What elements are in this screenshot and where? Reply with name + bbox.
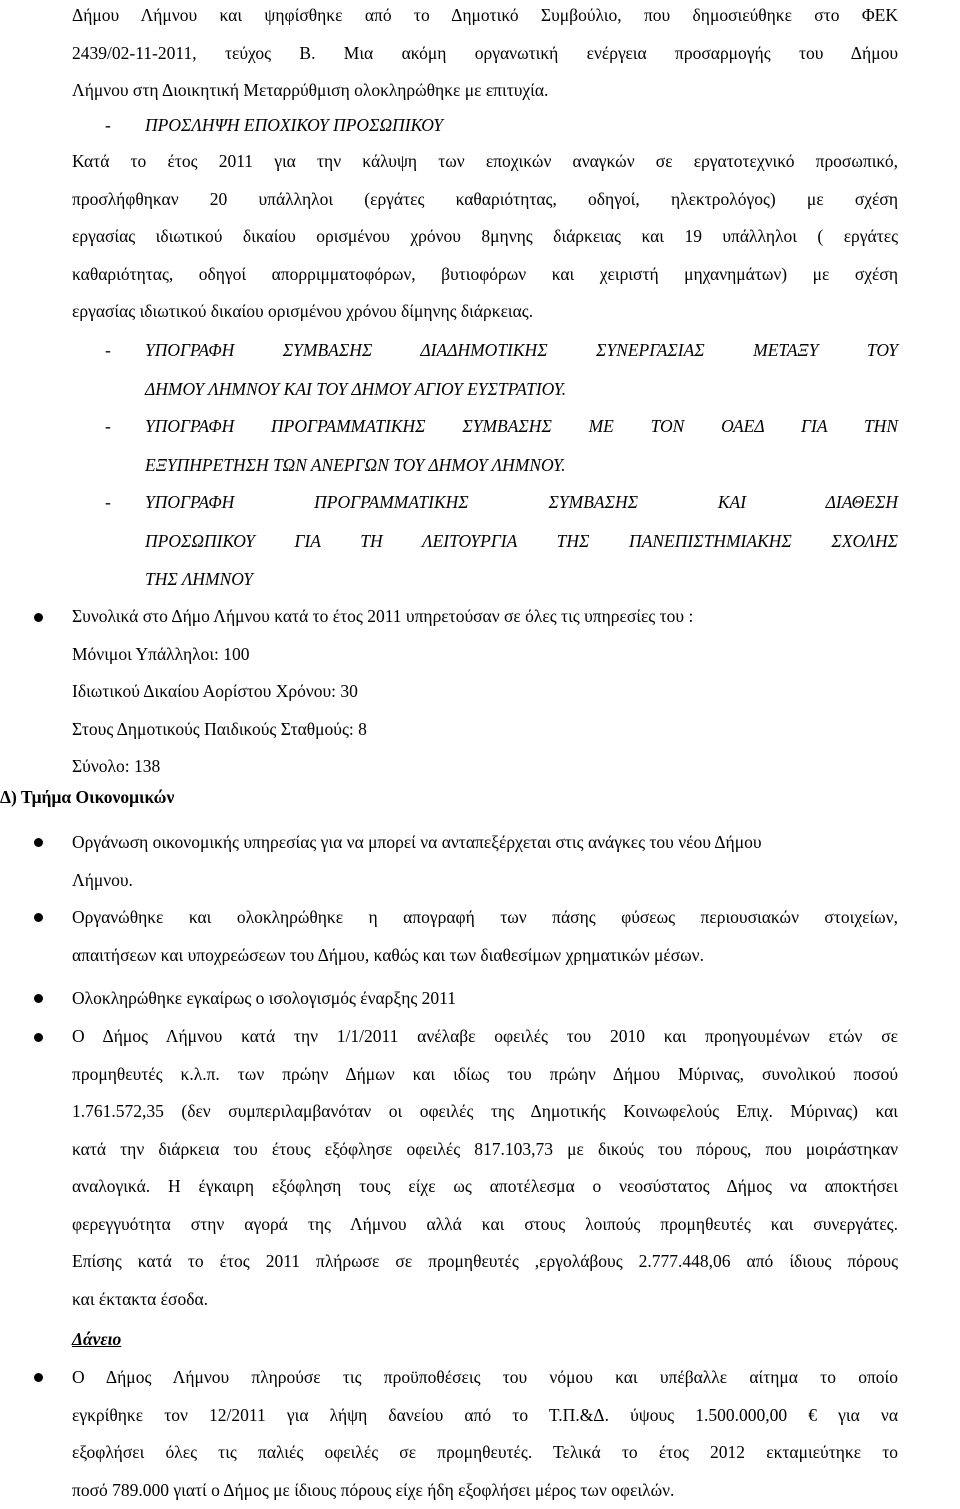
finance-line: Ο Δήμος Λήμνου κατά την 1/1/2011 ανέλαβε οφειλές του 2010 και προηγουμένων ετών σε	[72, 1018, 898, 1056]
seasonal-paragraph	[72, 143, 898, 331]
finance-line: Ολοκληρώθηκε εγκαίρως ο ισολογισμός έναρξης 2011	[72, 980, 898, 1018]
agreement-line: ΥΠΟΓΡΑΦΗ ΠΡΟΓΡΑΜΜΑΤΙΚΗΣ ΣΥΜΒΑΣΗΣ ΚΑΙ ΔΙΑΘΕΣΗ	[145, 483, 898, 522]
loan-paragraph	[72, 1359, 898, 1509]
seasonal-line: προσλήφθηκαν 20 υπάλληλοι (εργάτες καθαριότητας, οδηγοί, ηλεκτρολόγος) με σχέση	[72, 181, 898, 219]
loan-line: εξοφλήσει όλες τις παλιές οφειλές σε προμηθευτές. Τελικά το έτος 2012 εκταμιεύτηκε το	[72, 1434, 898, 1472]
staff-row: Μόνιμοι Υπάλληλοι: 100	[72, 636, 898, 674]
finance-line: 1.761.572,35 (δεν συμπεριλαμβανόταν οι οφειλές της Δημοτικής Κοινωφελούς Επιχ. Μύρινας) και	[72, 1093, 898, 1131]
finance-line: Επίσης κατά το έτος 2011 πλήρωσε σε προμηθευτές ,εργολάβους 2.777.448,06 από ίδιους πόρους	[72, 1243, 898, 1281]
staff-summary	[72, 598, 898, 786]
agreement-text	[145, 331, 898, 408]
seasonal-title: ΠΡΟΣΛΗΨΗ ΕΠΟΧΙΚΟΥ ΠΡΟΣΩΠΙΚΟΥ	[145, 106, 898, 145]
loan-heading: Δάνειο	[72, 1321, 898, 1359]
loan-heading-wrap	[72, 1321, 898, 1359]
finance-line: προμηθευτές κ.λ.π. των πρώην Δήμων και ιδίως του πρώην Δήμου Μύρινας, συνολικού ποσού	[72, 1056, 898, 1094]
loan-line: εγκρίθηκε τον 12/2011 για λήψη δανείου από το Τ.Π.&Δ. ύψους 1.500.000,00 € για να	[72, 1397, 898, 1435]
finance-line: Λήμνου.	[72, 862, 898, 900]
finance-line: φερεγγυότητα στην αγορά της Λήμνου αλλά και στους λοιπούς προμηθευτές και συνεργάτες.	[72, 1206, 898, 1244]
loan-line: ποσό 789.000 γιατί ο Δήμος με ίδιους πόρους είχε ήδη εξοφλήσει μέρος των οφειλών.	[72, 1472, 898, 1509]
intro-line: Δήμου Λήμνου και ψηφίσθηκε από το Δημοτικό Συμβούλιο, που δημοσιεύθηκε στο ΦΕΚ	[72, 0, 898, 35]
agreement-line: ΕΞΥΠΗΡΕΤΗΣΗ ΤΩΝ ΑΝΕΡΓΩΝ ΤΟΥ ΔΗΜΟΥ ΛΗΜΝΟΥ.	[145, 446, 898, 485]
intro-line: 2439/02-11-2011, τεύχος Β. Μια ακόμη οργανωτική ενέργεια προσαρμογής του Δήμου	[72, 35, 898, 73]
finance-line: Οργάνωση οικονομικής υπηρεσίας για να μπορεί να ανταπεξέρχεται στις ανάγκες του νέου Δήμου	[72, 824, 898, 862]
finance-line: απαιτήσεων και υποχρεώσεων του Δήμου, καθώς και των διαθεσίμων χρηματικών μέσων.	[72, 937, 898, 975]
dash-marker: -	[105, 483, 111, 522]
staff-row: Ιδιωτικού Δικαίου Αορίστου Χρόνου: 30	[72, 673, 898, 711]
agreement-line: ΠΡΟΣΩΠΙΚΟΥ ΓΙΑ ΤΗ ΛΕΙΤΟΥΡΓΙΑ ΤΗΣ ΠΑΝΕΠΙΣΤΗΜΙΑΚΗΣ ΣΧΟΛΗΣ	[145, 522, 898, 561]
seasonal-line: Κατά το έτος 2011 για την κάλυψη των εποχικών αναγκών σε εργατοτεχνικό προσωπικό,	[72, 143, 898, 181]
agreement-text	[145, 483, 898, 599]
agreement-text	[145, 407, 898, 484]
finance-line: κατά την διάρκεια του έτους εξόφλησε οφειλές 817.103,73 με δικούς του πόρους, που μοιράστηκαν	[72, 1131, 898, 1169]
seasonal-line: εργασίας ιδιωτικού δικαίου ορισμένου χρόνου 8μηνης διάρκειας και 19 υπάλληλοι ( εργάτες	[72, 218, 898, 256]
bullet-icon	[34, 1033, 43, 1042]
seasonal-line: καθαριότητας, οδηγοί απορριμματοφόρων, βυτιοφόρων και χειριστή μηχανημάτων) με σχέση	[72, 256, 898, 294]
staff-row: Σύνολο: 138	[72, 748, 898, 786]
intro-line: Λήμνου στη Διοικητική Μεταρρύθμιση ολοκληρώθηκε με επιτυχία.	[72, 72, 898, 110]
seasonal-line: εργασίας ιδιωτικού δικαίου ορισμένου χρόνου δίμηνης διάρκειας.	[72, 293, 898, 331]
agreement-line: ΥΠΟΓΡΑΦΗ ΣΥΜΒΑΣΗΣ ΔΙΑΔΗΜΟΤΙΚΗΣ ΣΥΝΕΡΓΑΣΙΑΣ ΜΕΤΑΞΥ ΤΟΥ	[145, 331, 898, 370]
bullet-icon	[34, 613, 43, 622]
finance-heading: Δ) Τμήμα Οικονομικών	[0, 787, 174, 808]
finance-item	[72, 899, 898, 974]
bullet-icon	[34, 994, 43, 1003]
intro-paragraph	[72, 0, 898, 110]
loan-line: Ο Δήμος Λήμνου πληρούσε τις προϋποθέσεις του νόμου και υπέβαλλε αίτημα το οποίο	[72, 1359, 898, 1397]
finance-line: και έκτακτα έσοδα.	[72, 1281, 898, 1319]
finance-item	[72, 980, 898, 1018]
agreement-line: ΤΗΣ ΛΗΜΝΟΥ	[145, 560, 898, 599]
dash-marker: -	[105, 106, 111, 145]
staff-row: Στους Δημοτικούς Παιδικούς Σταθμούς: 8	[72, 711, 898, 749]
bullet-icon	[34, 838, 43, 847]
dash-marker: -	[105, 331, 111, 370]
bullet-icon	[34, 1373, 43, 1382]
staff-summary-line: Συνολικά στο Δήμο Λήμνου κατά το έτος 2011 υπηρετούσαν σε όλες τις υπηρεσίες του :	[72, 598, 898, 636]
dash-marker: -	[105, 407, 111, 446]
finance-item	[72, 824, 898, 899]
finance-line: αναλογικά. Η έγκαιρη εξόφληση τους είχε ως αποτέλεσμα ο νεοσύστατος Δήμος να αποκτήσει	[72, 1168, 898, 1206]
finance-item	[72, 1018, 898, 1318]
bullet-icon	[34, 913, 43, 922]
finance-line: Οργανώθηκε και ολοκληρώθηκε η απογραφή των πάσης φύσεως περιουσιακών στοιχείων,	[72, 899, 898, 937]
agreement-line: ΥΠΟΓΡΑΦΗ ΠΡΟΓΡΑΜΜΑΤΙΚΗΣ ΣΥΜΒΑΣΗΣ ΜΕ ΤΟΝ ΟΑΕΔ ΓΙΑ ΤΗΝ	[145, 407, 898, 446]
agreement-line: ΔΗΜΟΥ ΛΗΜΝΟΥ ΚΑΙ ΤΟΥ ΔΗΜΟΥ ΑΓΙΟΥ ΕΥΣΤΡΑΤΙΟΥ.	[145, 370, 898, 409]
